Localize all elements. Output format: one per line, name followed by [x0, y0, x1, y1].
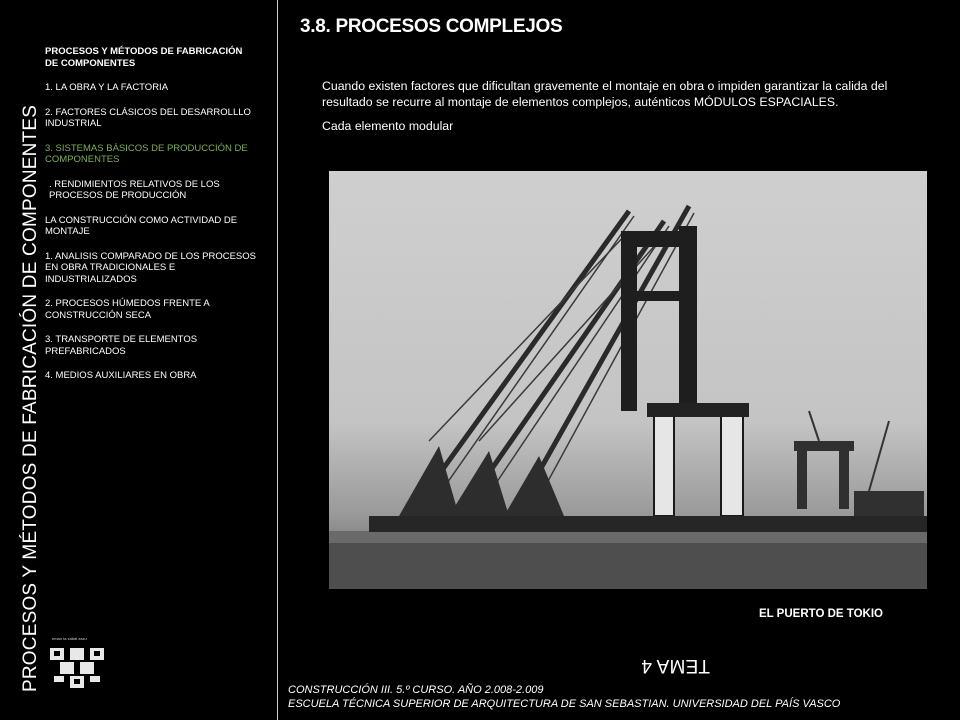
sidebar-heading: PROCESOS Y MÉTODOS DE FABRICACIÓN DE COMPONENTES — [45, 46, 243, 69]
footer — [288, 683, 840, 711]
sidebar-item-medios-auxiliares[interactable]: 4. MEDIOS AUXILIARES EN OBRA — [45, 370, 197, 381]
footer-course: CONSTRUCCIÓN III. 5.º CURSO. AÑO 2.008-2.009 — [288, 684, 544, 696]
sidebar-item-transporte[interactable]: 3. TRANSPORTE DE ELEMENTOS PREFABRICADOS — [45, 334, 198, 357]
sidebar-item-obra-factoria[interactable]: 1. LA OBRA Y LA FACTORIA — [45, 82, 169, 93]
body-paragraph: Cuando existen factores que dificultan gravemente el montaje en obra o impiden garantizar la calida del resultado se recurre al montaje de elementos complejos, auténticos MÓDULOS ESPACIALES. — [322, 79, 888, 109]
photo-caption: EL PUERTO DE TOKIO — [759, 608, 883, 620]
footer-school: ESCUELA TÉCNICA SUPERIOR DE ARQUITECTURA DE SAN SEBASTIAN. UNIVERSIDAD DEL PAÍS VASCO — [288, 698, 841, 710]
logo-tagline: eman ta zabal zazu — [52, 636, 87, 641]
sidebar-item-rendimientos[interactable]: . RENDIMIENTOS RELATIVOS DE LOS PROCESOS DE PRODUCCIÓN — [49, 178, 220, 201]
crane-ships-illustration — [329, 171, 927, 589]
sidebar-item-factores-clasicos[interactable]: 2. FACTORES CLÁSICOS DEL DESARROLLLO INDUSTRIAL — [45, 106, 251, 129]
sidebar-divider — [277, 0, 278, 720]
sidebar-item-procesos-humedos[interactable]: 2. PROCESOS HÚMEDOS FRENTE A CONSTRUCCIÓN SECA — [45, 298, 210, 321]
sidebar-nav — [45, 46, 257, 395]
body-paragraph: Cada elemento modular — [322, 119, 454, 133]
university-logo — [48, 634, 114, 692]
body-text — [322, 78, 934, 142]
university-emblem-icon — [48, 634, 114, 692]
page-title: 3.8. PROCESOS COMPLEJOS — [300, 16, 563, 37]
sidebar-item-construccion-montaje[interactable]: LA CONSTRUCCIÓN COMO ACTIVIDAD DE MONTAJE — [45, 214, 238, 237]
tema-title: PROCESOS Y MÉTODOS DE FABRICACIÓN DE COMPONENTES — [20, 104, 41, 692]
sidebar-item-analisis-comparado[interactable]: 1. ANALISIS COMPARADO DE LOS PROCESOS EN OBRA TRADICIONALES E INDUSTRIALIZADOS — [45, 250, 256, 285]
tokyo-port-photo — [329, 171, 927, 589]
tema-number: TEMA 4 — [641, 655, 710, 676]
sidebar-item-sistemas-basicos[interactable]: 3. SISTEMAS BÁSICOS DE PRODUCCIÓN DE COMPONENTES — [45, 142, 248, 165]
